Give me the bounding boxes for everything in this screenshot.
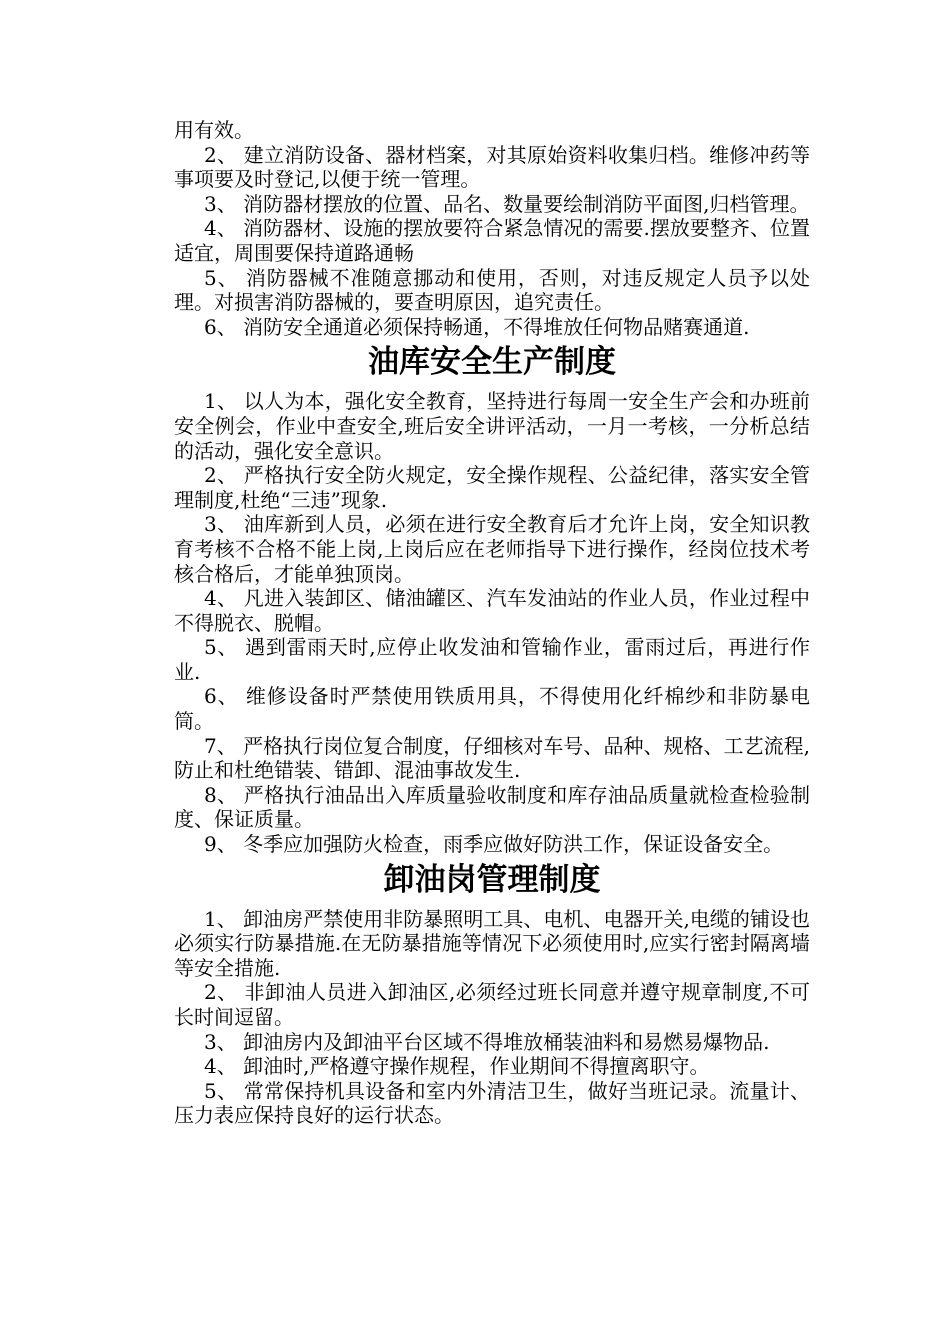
section2-item-7: 7、 严格执行岗位复合制度，仔细核对车号、品种、规格、工艺流程,防止和杜绝错装、错卸、混油事故发生. xyxy=(174,733,810,783)
section2-item-2: 2、 严格执行安全防火规定，安全操作规程、公益纪律，落实安全管理制度,杜绝“三违”现象. xyxy=(174,463,810,512)
section3-item-2: 2、 非卸油人员进入卸油区,必须经过班长同意并遵守规章制度,不可长时间逗留。 xyxy=(174,980,810,1029)
section2-item-3: 3、 油库新到人员，必须在进行安全教育后才允许上岗，安全知识教育考核不合格不能上岗,上岗后应在老师指导下进行操作，经岗位技术考核合格后，才能单独顶岗。 xyxy=(174,512,810,586)
section1-item-2: 2、 建立消防设备、器材档案，对其原始资料收集归档。维修冲药等事项要及时登记,以便于统一管理。 xyxy=(174,142,810,192)
section3-item-1: 1、 卸油房严禁使用非防暴照明工具、电机、电器开关,电缆的铺设也必须实行防暴措施.在无防暴措施等情况下必须使用时,应实行密封隔离墙等安全措施. xyxy=(174,906,810,980)
section2-item-9: 9、 冬季应加强防火检查，雨季应做好防洪工作，保证设备安全。 xyxy=(204,832,784,857)
section1-continuation: 用有效。 xyxy=(174,118,254,142)
section1-item-4: 4、 消防器材、设施的摆放要符合紧急情况的需要.摆放要整齐、位置适宜，周围要保持道路通畅 xyxy=(174,216,810,265)
section1-item-3: 3、 消防器材摆放的位置、品名、数量要绘制消防平面图,归档管理。 xyxy=(204,191,810,216)
section2-item-1: 1、 以人为本，强化安全教育，坚持进行每周一安全生产会和办班前安全例会，作业中查安全,班后安全讲评活动，一月一考核，一分析总结的活动，强化安全意识。 xyxy=(174,389,810,463)
section3-item-4: 4、 卸油时,严格遵守操作规程，作业期间不得擅离职守。 xyxy=(204,1054,710,1079)
section2-item-4: 4、 凡进入装卸区、储油罐区、汽车发油站的作业人员，作业过程中不得脱衣、脱帽。 xyxy=(174,586,810,635)
section2-item-6: 6、 维修设备时严禁使用铁质用具，不得使用化纤棉纱和非防暴电筒。 xyxy=(174,684,810,734)
section3-item-5: 5、 常常保持机具设备和室内外清洁卫生，做好当班记录。流量计、压力表应保持良好的运行状态。 xyxy=(174,1078,810,1128)
section2-item-8: 8、 严格执行油品出入库质量验收制度和库存油品质量就检查检验制度、保证质量。 xyxy=(174,782,810,832)
section2-item-5: 5、 遇到雷雨天时,应停止收发油和管输作业，雷雨过后，再进行作业. xyxy=(174,635,810,684)
section1-item-6: 6、 消防安全通道必须保持畅通，不得堆放任何物品赌赛通道. xyxy=(204,314,750,339)
section3-item-3: 3、 卸油房内及卸油平台区域不得堆放桶装油料和易燃易爆物品. xyxy=(204,1029,770,1054)
document-page xyxy=(174,118,810,1128)
section1-item-5: 5、 消防器械不准随意挪动和使用，否则，对违反规定人员予以处理。对损害消防器械的，要查明原因，追究责任。 xyxy=(174,265,810,315)
section3-title: 卸油岗管理制度 xyxy=(383,861,601,898)
section2-title: 油库安全生产制度 xyxy=(368,344,616,381)
